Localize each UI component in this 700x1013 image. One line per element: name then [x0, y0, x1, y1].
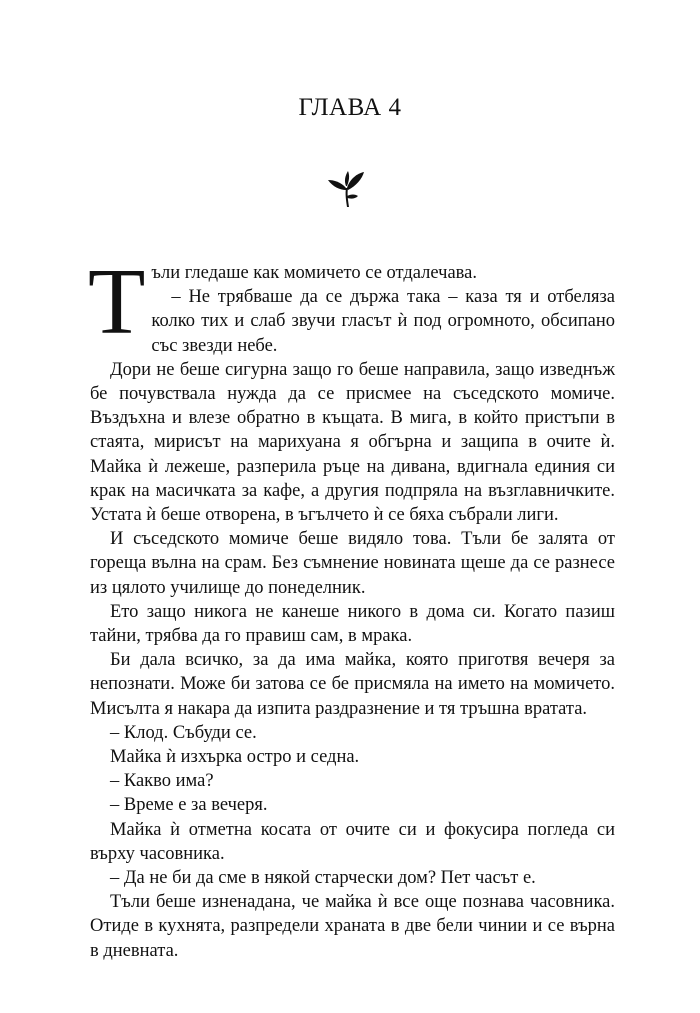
paragraph-7: – Клод. Събуди се. [110, 722, 257, 743]
paragraph-9: – Какво има? [110, 771, 214, 792]
paragraph-8: Майка ѝ изхърка остро и седна. [110, 747, 360, 768]
paragraph-13: Тъли беше изненадана, че майка ѝ все още познава часовника. Отиде в кухнята, разпредели храната в две бели чинии и се върна в дневната. [90, 892, 615, 961]
paragraph-5: Ето защо никога не канеше никого в дома си. Когато пазиш тайни, трябва да го правиш сам, в мрака. [90, 601, 615, 647]
paragraph-1-text: ъли гледаше как момичето се отдалечава. [151, 263, 478, 283]
paragraph-10: – Време е за вечеря. [110, 795, 268, 816]
paragraph-4: И съседското момиче беше видяло това. Тъли бе залята от гореща вълна на срам. Без съмнение новината щеше да се разнесе из цялото училище до понеделник. [90, 529, 615, 598]
paragraph-12: – Да не би да сме в някой старчески дом? Пет часът е. [110, 868, 536, 889]
paragraph-11: Майка ѝ отметна косата от очите си и фокусира погледа си върху часовника. [90, 819, 615, 864]
paragraph-2: – Не трябваше да се държа така – каза тя и отбеляза колко тих и слаб звучи гласът ѝ под огромното, обсипано със звезди небе. [151, 287, 615, 356]
chapter-title: ГЛАВА 4 [298, 94, 402, 121]
paragraph-6: Би дала всичко, за да има майка, която приготвя вечеря за непознати. Може би затова се бе присмяла на името на момичето. Мисълта я накара да изпита раздразнение и тя тръшна вратата. [90, 650, 615, 719]
leaf-ornament-icon [324, 168, 368, 208]
drop-cap: Т [88, 250, 146, 354]
chapter-text [88, 250, 615, 963]
paragraph-3: Дори не беше сигурна защо го беше направила, защо изведнъж бе почувствала нужда да се присмее на съседското момиче. Въздъхна и влезе обратно в къщата. В мига, в който пристъпи в стаята, мирисът на марихуана я обгърна и защипа в очите ѝ. Майка ѝ лежеше, разперила ръце на дивана, вдигнала единия си крак на масичката за кафе, а другия подпряла на възглавничките. Устата ѝ беше отворена, в ъгълчето ѝ се бяха събрали лиги. [90, 359, 615, 526]
